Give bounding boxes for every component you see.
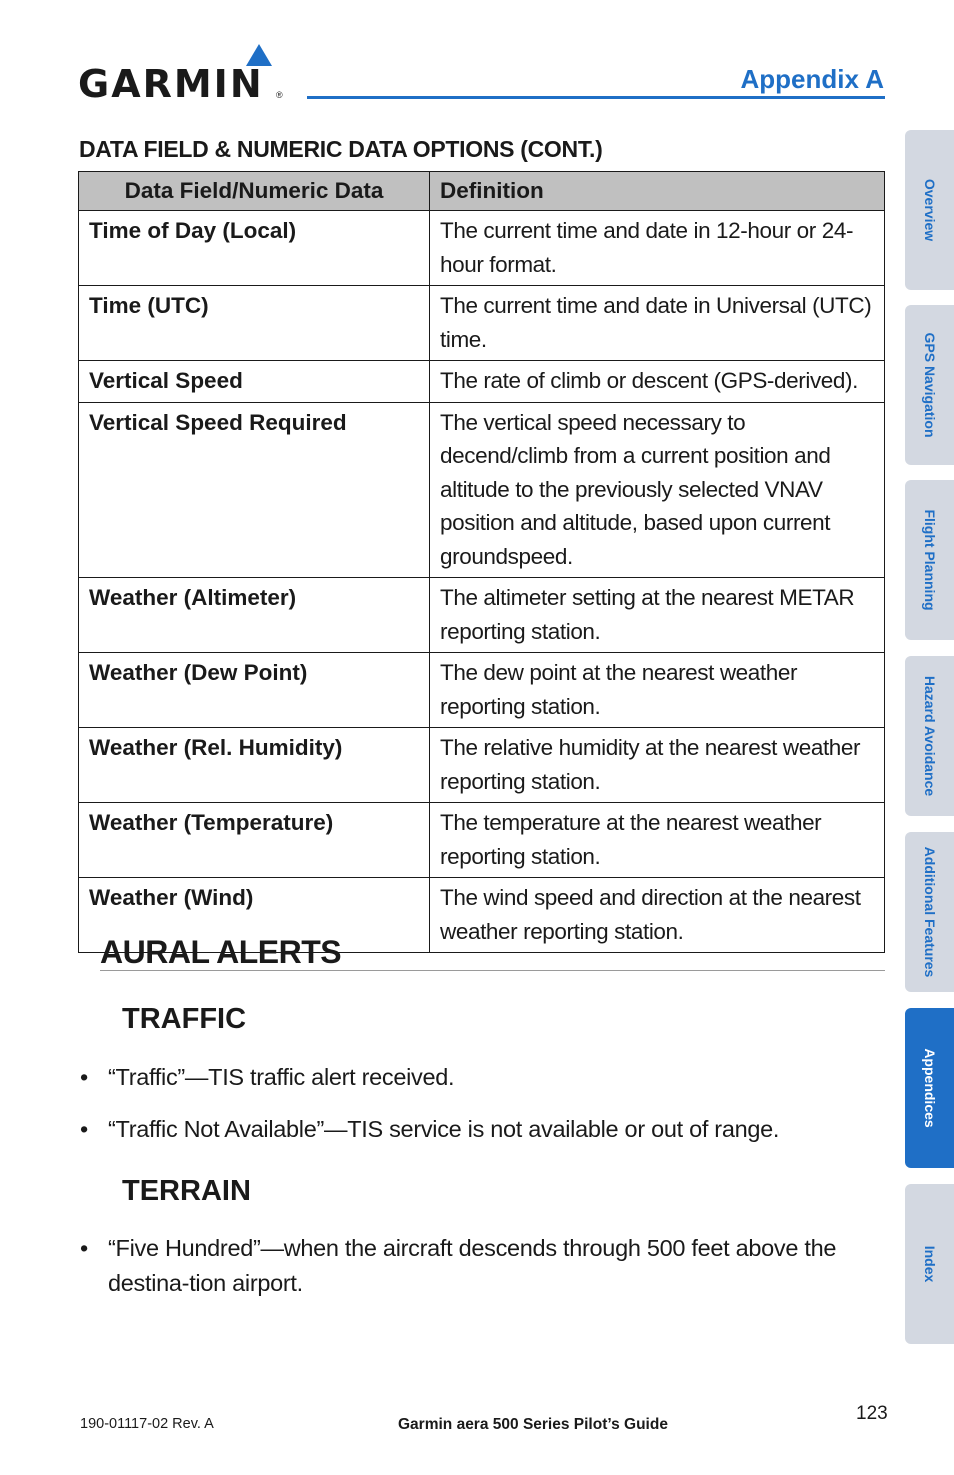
- table-row: [79, 578, 885, 653]
- bullet-icon: •: [80, 1116, 88, 1142]
- table-row: [79, 728, 885, 803]
- tab-label: Additional Features: [921, 846, 938, 978]
- table-row: [79, 803, 885, 878]
- field-definition: The altimeter setting at the nearest METAR reporting station.: [430, 578, 885, 653]
- field-name: Time of Day (Local): [79, 211, 430, 286]
- page-number: 123: [856, 1403, 888, 1424]
- tab-label: Appendices: [921, 1048, 938, 1128]
- aural-alerts-title: AURAL ALERTS: [100, 934, 342, 970]
- logo-text: GARMIN: [78, 62, 264, 106]
- field-name: Weather (Altimeter): [79, 578, 430, 653]
- field-name: Weather (Rel. Humidity): [79, 728, 430, 803]
- guide-title: Garmin aera 500 Series Pilot’s Guide: [398, 1416, 668, 1433]
- field-name: Vertical Speed: [79, 361, 430, 403]
- table-row: [79, 361, 885, 403]
- field-definition: The wind speed and direction at the nearest weather reporting station.: [430, 878, 885, 953]
- tab-label: Overview: [921, 178, 938, 242]
- garmin-logo: [78, 44, 288, 104]
- table-row: [79, 211, 885, 286]
- table-row: [79, 286, 885, 361]
- bullet-text: “Traffic Not Available”—TIS service is not available or out of range.: [108, 1116, 780, 1142]
- field-definition: The current time and date in 12-hour or 24-hour format.: [430, 211, 885, 286]
- tab-overview[interactable]: [905, 130, 954, 290]
- tab-index[interactable]: [905, 1184, 954, 1344]
- field-definition: The temperature at the nearest weather reporting station.: [430, 803, 885, 878]
- bullet-icon: •: [80, 1235, 88, 1261]
- tab-label: Index: [921, 1245, 938, 1283]
- list-item: [80, 1112, 885, 1147]
- field-definition: The dew point at the nearest weather reporting station.: [430, 653, 885, 728]
- tab-appendices[interactable]: [905, 1008, 954, 1168]
- field-name: Vertical Speed Required: [79, 402, 430, 578]
- header-rule: [307, 96, 885, 99]
- bullet-icon: •: [80, 1064, 88, 1090]
- data-field-table: [78, 171, 885, 953]
- field-definition: The vertical speed necessary to decend/climb from a current position and altitude to the previously selected VNAV position and altitude, based upon current groundspeed.: [430, 402, 885, 578]
- field-definition: The rate of climb or descent (GPS-derived).: [430, 361, 885, 403]
- tab-flight-planning[interactable]: [905, 480, 954, 640]
- field-name: Weather (Dew Point): [79, 653, 430, 728]
- aural-alerts-rule: [100, 970, 885, 971]
- field-definition: The current time and date in Universal (UTC) time.: [430, 286, 885, 361]
- list-item: [80, 1060, 885, 1095]
- bullet-text: “Traffic”—TIS traffic alert received.: [108, 1064, 455, 1090]
- section-heading: DATA FIELD & NUMERIC DATA OPTIONS (CONT.): [79, 136, 603, 162]
- terrain-heading: TERRAIN: [122, 1175, 251, 1207]
- column-header-definition: Definition: [430, 172, 885, 211]
- tab-label: Hazard Avoidance: [921, 675, 938, 797]
- field-name: Weather (Wind): [79, 878, 430, 953]
- field-definition: The relative humidity at the nearest weather reporting station.: [430, 728, 885, 803]
- traffic-heading: TRAFFIC: [122, 1003, 247, 1035]
- tab-label: Flight Planning: [921, 509, 938, 611]
- tab-label: GPS Navigation: [921, 332, 938, 438]
- document-number: 190-01117-02 Rev. A: [80, 1416, 214, 1432]
- tab-gps-navigation[interactable]: [905, 305, 954, 465]
- list-item: [80, 1231, 885, 1301]
- logo-registered-mark: ®: [276, 90, 283, 100]
- field-name: Time (UTC): [79, 286, 430, 361]
- column-header-field: Data Field/Numeric Data: [79, 172, 430, 211]
- bullet-text: “Five Hundred”—when the aircraft descends through 500 feet above the destina-tion airport.: [108, 1235, 837, 1296]
- table-row: [79, 653, 885, 728]
- table-row: [79, 402, 885, 578]
- appendix-label: Appendix A: [740, 64, 884, 94]
- table-header-row: [79, 172, 885, 211]
- tab-hazard-avoidance[interactable]: [905, 656, 954, 816]
- tab-additional-features[interactable]: [905, 832, 954, 992]
- field-name: Weather (Temperature): [79, 803, 430, 878]
